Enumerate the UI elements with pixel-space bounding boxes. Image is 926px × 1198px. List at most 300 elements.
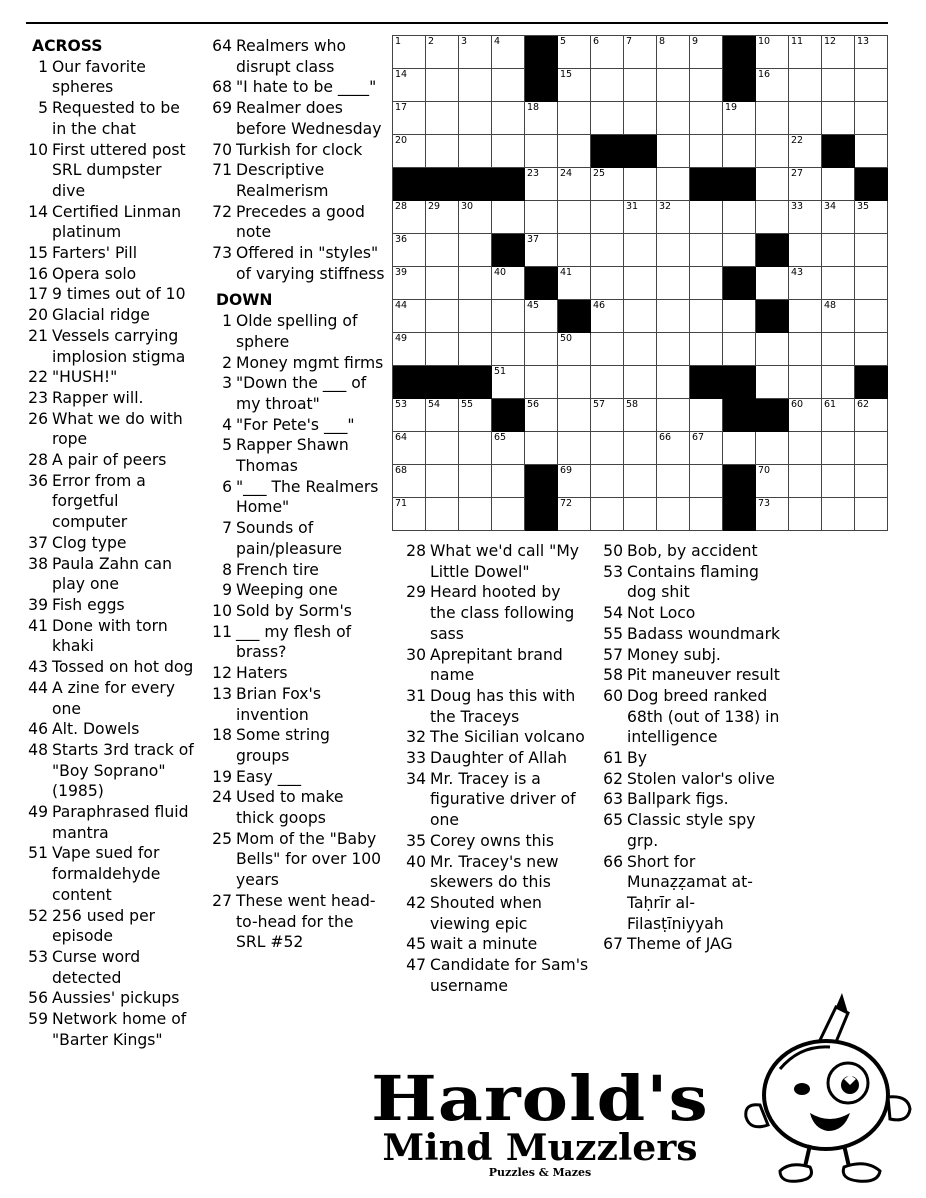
clue-number: 30	[406, 645, 426, 664]
grid-cell[interactable]	[492, 366, 525, 399]
grid-cell[interactable]	[789, 366, 822, 399]
grid-cell[interactable]	[657, 135, 690, 168]
across-clue-26[interactable]	[26, 409, 198, 450]
down-clue-42[interactable]	[404, 893, 590, 934]
grid-cell[interactable]	[459, 432, 492, 465]
grid-cell[interactable]	[393, 498, 426, 531]
grid-cell[interactable]	[657, 465, 690, 498]
down-clue-27[interactable]	[210, 891, 386, 953]
across-clue-37[interactable]	[26, 533, 198, 554]
across-clue-53[interactable]	[26, 947, 198, 988]
across-clue-46[interactable]	[26, 719, 198, 740]
clue-text: Contains flaming dog shit	[627, 562, 759, 602]
grid-cell[interactable]	[393, 135, 426, 168]
grid-cell[interactable]	[393, 267, 426, 300]
grid-cell[interactable]	[624, 168, 657, 201]
grid-cell[interactable]	[756, 69, 789, 102]
grid-cell[interactable]	[591, 234, 624, 267]
grid-cell[interactable]	[426, 432, 459, 465]
grid-cell[interactable]	[855, 399, 888, 432]
across-clue-64[interactable]	[210, 36, 386, 77]
grid-cell[interactable]	[723, 201, 756, 234]
grid-cell[interactable]	[591, 498, 624, 531]
down-clue-66[interactable]	[601, 852, 787, 935]
grid-cell[interactable]	[822, 333, 855, 366]
grid-cell[interactable]	[657, 333, 690, 366]
grid-cell[interactable]	[657, 168, 690, 201]
grid-cell[interactable]	[624, 69, 657, 102]
grid-cell[interactable]	[558, 399, 591, 432]
grid-cell[interactable]	[492, 432, 525, 465]
grid-cell[interactable]	[789, 432, 822, 465]
grid-cell[interactable]	[789, 69, 822, 102]
grid-cell[interactable]	[789, 267, 822, 300]
down-clue-1[interactable]	[210, 311, 386, 352]
grid-cell[interactable]	[492, 465, 525, 498]
clue-number: 1	[38, 57, 48, 76]
grid-cell[interactable]	[393, 69, 426, 102]
grid-cell[interactable]	[657, 432, 690, 465]
across-clue-20[interactable]	[26, 305, 198, 326]
grid-cell[interactable]	[822, 201, 855, 234]
grid-cell[interactable]	[756, 36, 789, 69]
grid-cell[interactable]	[558, 432, 591, 465]
grid-cell[interactable]	[459, 201, 492, 234]
grid-cell[interactable]	[657, 201, 690, 234]
down-clue-29[interactable]	[404, 582, 590, 644]
grid-block	[426, 168, 459, 201]
grid-cell[interactable]	[690, 69, 723, 102]
grid-cell[interactable]	[855, 267, 888, 300]
grid-cell[interactable]	[426, 201, 459, 234]
clue-text: Opera solo	[52, 264, 137, 283]
down-clue-32[interactable]	[404, 727, 590, 748]
down-clue-5[interactable]	[210, 435, 386, 476]
grid-cell[interactable]	[591, 432, 624, 465]
grid-cell[interactable]	[657, 498, 690, 531]
grid-cell[interactable]	[657, 399, 690, 432]
grid-cell[interactable]	[393, 333, 426, 366]
grid-cell[interactable]	[459, 399, 492, 432]
grid-cell[interactable]	[426, 300, 459, 333]
clue-text: Classic style spy grp.	[627, 811, 756, 850]
grid-cell[interactable]	[426, 333, 459, 366]
grid-cell[interactable]	[855, 300, 888, 333]
across-clue-17[interactable]	[26, 284, 198, 305]
grid-cell[interactable]	[525, 234, 558, 267]
grid-cell[interactable]	[591, 300, 624, 333]
down-clue-45[interactable]	[404, 934, 590, 955]
crossword-grid[interactable]	[393, 36, 888, 531]
grid-cell[interactable]	[426, 465, 459, 498]
clue-text: Aprepitant brand name	[430, 645, 563, 685]
grid-cell[interactable]	[789, 300, 822, 333]
grid-cell[interactable]	[789, 168, 822, 201]
across-clue-1[interactable]	[26, 57, 198, 98]
grid-cell[interactable]	[822, 300, 855, 333]
grid-cell[interactable]	[492, 102, 525, 135]
grid-cell[interactable]	[492, 69, 525, 102]
clue-number: 34	[406, 769, 426, 788]
grid-cell[interactable]	[855, 135, 888, 168]
grid-cell[interactable]	[789, 201, 822, 234]
grid-cell[interactable]	[756, 135, 789, 168]
grid-cell[interactable]	[756, 102, 789, 135]
grid-cell[interactable]	[459, 36, 492, 69]
down-clue-60[interactable]	[601, 686, 787, 748]
grid-cell[interactable]	[525, 300, 558, 333]
grid-cell[interactable]	[426, 498, 459, 531]
down-clue-25[interactable]	[210, 829, 386, 891]
grid-cell[interactable]	[690, 399, 723, 432]
grid-cell[interactable]	[426, 399, 459, 432]
across-clue-73[interactable]	[210, 243, 386, 284]
grid-cell[interactable]	[591, 168, 624, 201]
grid-cell[interactable]	[426, 234, 459, 267]
across-clue-51[interactable]	[26, 843, 198, 905]
down-clue-4[interactable]	[210, 415, 386, 436]
cell-number: 41	[560, 267, 573, 278]
grid-cell[interactable]	[756, 498, 789, 531]
across-clue-39[interactable]	[26, 595, 198, 616]
grid-cell[interactable]	[690, 465, 723, 498]
down-clue-55[interactable]	[601, 624, 787, 645]
across-clue-22[interactable]	[26, 367, 198, 388]
grid-cell[interactable]	[756, 267, 789, 300]
down-clue-12[interactable]	[210, 663, 386, 684]
grid-cell[interactable]	[459, 135, 492, 168]
grid-cell[interactable]	[459, 69, 492, 102]
across-clue-38[interactable]	[26, 554, 198, 595]
grid-cell[interactable]	[690, 234, 723, 267]
down-clue-8[interactable]	[210, 560, 386, 581]
grid-cell[interactable]	[789, 333, 822, 366]
grid-cell[interactable]	[492, 267, 525, 300]
grid-cell[interactable]	[492, 333, 525, 366]
grid-cell[interactable]	[855, 36, 888, 69]
cell-number: 6	[593, 36, 600, 47]
grid-cell[interactable]	[657, 300, 690, 333]
across-clue-70[interactable]	[210, 140, 386, 161]
grid-cell[interactable]	[789, 234, 822, 267]
down-clue-10[interactable]	[210, 601, 386, 622]
grid-cell[interactable]	[525, 366, 558, 399]
down-clue-18[interactable]	[210, 725, 386, 766]
grid-cell[interactable]	[855, 498, 888, 531]
grid-cell[interactable]	[459, 300, 492, 333]
grid-cell[interactable]	[558, 168, 591, 201]
clue-text: "For Pete's ___"	[236, 415, 355, 434]
grid-cell[interactable]	[723, 135, 756, 168]
down-clue-3[interactable]	[210, 373, 386, 414]
across-clue-28[interactable]	[26, 450, 198, 471]
grid-cell[interactable]	[393, 102, 426, 135]
down-clue-34[interactable]	[404, 769, 590, 831]
grid-cell[interactable]	[492, 201, 525, 234]
grid-cell[interactable]	[558, 135, 591, 168]
grid-cell[interactable]	[492, 498, 525, 531]
grid-cell[interactable]	[624, 267, 657, 300]
grid-cell[interactable]	[789, 399, 822, 432]
across-clue-5[interactable]	[26, 98, 198, 139]
down-clue-40[interactable]	[404, 852, 590, 893]
cell-number: 25	[593, 168, 606, 179]
grid-cell[interactable]	[822, 234, 855, 267]
cell-number: 32	[659, 201, 672, 212]
cell-number: 51	[494, 366, 507, 377]
clue-number: 5	[38, 99, 48, 118]
grid-cell[interactable]	[459, 333, 492, 366]
down-clue-35[interactable]	[404, 831, 590, 852]
down-clue-7[interactable]	[210, 518, 386, 559]
across-clue-71[interactable]	[210, 160, 386, 201]
down-clue-19[interactable]	[210, 767, 386, 788]
grid-cell[interactable]	[624, 300, 657, 333]
grid-cell[interactable]	[723, 234, 756, 267]
down-clue-63[interactable]	[601, 789, 787, 810]
grid-cell[interactable]	[855, 465, 888, 498]
grid-cell[interactable]	[855, 234, 888, 267]
grid-cell[interactable]	[393, 399, 426, 432]
across-clue-68[interactable]	[210, 77, 386, 98]
across-clue-16[interactable]	[26, 264, 198, 285]
down-clue-31[interactable]	[404, 686, 590, 727]
grid-cell[interactable]	[393, 201, 426, 234]
grid-cell[interactable]	[657, 366, 690, 399]
grid-cell[interactable]	[855, 69, 888, 102]
grid-cell[interactable]	[690, 432, 723, 465]
grid-cell[interactable]	[558, 69, 591, 102]
grid-cell[interactable]	[459, 498, 492, 531]
grid-cell[interactable]	[459, 234, 492, 267]
across-clue-10[interactable]	[26, 140, 198, 202]
across-clue-21[interactable]	[26, 326, 198, 367]
grid-cell[interactable]	[822, 399, 855, 432]
grid-cell[interactable]	[624, 201, 657, 234]
grid-block	[690, 168, 723, 201]
grid-cell[interactable]	[558, 102, 591, 135]
grid-cell[interactable]	[822, 498, 855, 531]
grid-cell[interactable]	[690, 102, 723, 135]
grid-cell[interactable]	[822, 69, 855, 102]
across-clue-36[interactable]	[26, 471, 198, 533]
grid-block	[492, 234, 525, 267]
grid-cell[interactable]	[591, 36, 624, 69]
grid-cell[interactable]	[822, 465, 855, 498]
grid-cell[interactable]	[426, 135, 459, 168]
grid-cell[interactable]	[624, 102, 657, 135]
grid-cell[interactable]	[855, 102, 888, 135]
clue-number: 45	[406, 935, 426, 954]
grid-cell[interactable]	[591, 69, 624, 102]
cell-number: 44	[395, 300, 408, 311]
clue-text: Some string groups	[236, 726, 330, 765]
grid-cell[interactable]	[789, 135, 822, 168]
grid-cell[interactable]	[591, 201, 624, 234]
grid-cell[interactable]	[393, 300, 426, 333]
across-clue-72[interactable]	[210, 202, 386, 243]
clue-text: Daughter of Allah	[430, 749, 568, 768]
across-clue-49[interactable]	[26, 802, 198, 843]
grid-cell[interactable]	[789, 102, 822, 135]
grid-cell[interactable]	[723, 102, 756, 135]
grid-cell[interactable]	[657, 36, 690, 69]
grid-cell[interactable]	[624, 465, 657, 498]
grid-cell[interactable]	[426, 36, 459, 69]
grid-cell[interactable]	[756, 366, 789, 399]
grid-cell[interactable]	[624, 333, 657, 366]
grid-cell[interactable]	[690, 300, 723, 333]
grid-cell[interactable]	[756, 333, 789, 366]
grid-cell[interactable]	[723, 432, 756, 465]
grid-cell[interactable]	[525, 135, 558, 168]
grid-cell[interactable]	[690, 135, 723, 168]
grid-cell[interactable]	[657, 234, 690, 267]
grid-cell[interactable]	[492, 135, 525, 168]
grid-cell[interactable]	[393, 36, 426, 69]
down-clue-33[interactable]	[404, 748, 590, 769]
grid-cell[interactable]	[855, 432, 888, 465]
grid-cell[interactable]	[723, 333, 756, 366]
across-clue-15[interactable]	[26, 243, 198, 264]
grid-cell[interactable]	[624, 432, 657, 465]
down-clue-6[interactable]	[210, 477, 386, 518]
grid-cell[interactable]	[690, 498, 723, 531]
grid-cell[interactable]	[822, 267, 855, 300]
grid-cell[interactable]	[657, 102, 690, 135]
grid-cell[interactable]	[591, 102, 624, 135]
grid-cell[interactable]	[558, 366, 591, 399]
clue-text: Candidate for Sam's username	[430, 956, 589, 995]
down-clue-9[interactable]	[210, 580, 386, 601]
across-clue-23[interactable]	[26, 388, 198, 409]
down-clue-54[interactable]	[601, 603, 787, 624]
grid-cell[interactable]	[525, 432, 558, 465]
grid-cell[interactable]	[756, 432, 789, 465]
grid-cell[interactable]	[855, 333, 888, 366]
grid-cell[interactable]	[624, 366, 657, 399]
cell-number: 1	[395, 36, 402, 47]
down-clue-67[interactable]	[601, 934, 787, 955]
grid-cell[interactable]	[558, 36, 591, 69]
grid-block	[558, 300, 591, 333]
clue-text: Mr. Tracey's new skewers do this	[430, 852, 559, 892]
grid-cell[interactable]	[657, 69, 690, 102]
grid-cell[interactable]	[525, 168, 558, 201]
grid-cell[interactable]	[558, 267, 591, 300]
grid-cell[interactable]	[822, 102, 855, 135]
grid-cell[interactable]	[591, 267, 624, 300]
grid-cell[interactable]	[822, 432, 855, 465]
down-clue-2[interactable]	[210, 353, 386, 374]
down-clue-30[interactable]	[404, 645, 590, 686]
down-clue-53[interactable]	[601, 562, 787, 603]
grid-cell[interactable]	[657, 267, 690, 300]
grid-cell[interactable]	[525, 399, 558, 432]
grid-cell[interactable]	[822, 36, 855, 69]
cell-number: 65	[494, 432, 507, 443]
grid-block	[525, 36, 558, 69]
grid-cell[interactable]	[591, 366, 624, 399]
down-clue-58[interactable]	[601, 665, 787, 686]
grid-cell[interactable]	[459, 102, 492, 135]
grid-cell[interactable]	[558, 465, 591, 498]
grid-cell[interactable]	[393, 465, 426, 498]
grid-cell[interactable]	[492, 36, 525, 69]
across-clue-41[interactable]	[26, 616, 198, 657]
down-clue-57[interactable]	[601, 645, 787, 666]
grid-cell[interactable]	[855, 201, 888, 234]
grid-cell[interactable]	[558, 333, 591, 366]
across-clue-56[interactable]	[26, 988, 198, 1009]
down-clue-24[interactable]	[210, 787, 386, 828]
grid-cell[interactable]	[690, 36, 723, 69]
down-clue-13[interactable]	[210, 684, 386, 725]
grid-cell[interactable]	[690, 267, 723, 300]
grid-cell[interactable]	[393, 432, 426, 465]
grid-cell[interactable]	[459, 267, 492, 300]
grid-cell[interactable]	[789, 465, 822, 498]
down-clue-11[interactable]	[210, 622, 386, 663]
across-clue-69[interactable]	[210, 98, 386, 139]
across-clue-59[interactable]	[26, 1009, 198, 1050]
down-clue-50[interactable]	[601, 541, 787, 562]
across-clue-52[interactable]	[26, 906, 198, 947]
grid-cell[interactable]	[789, 36, 822, 69]
grid-cell[interactable]	[525, 333, 558, 366]
grid-cell[interactable]	[558, 234, 591, 267]
grid-cell[interactable]	[822, 168, 855, 201]
grid-cell[interactable]	[426, 267, 459, 300]
grid-cell[interactable]	[525, 102, 558, 135]
clue-number: 8	[222, 560, 232, 579]
down-clue-28[interactable]	[404, 541, 590, 582]
grid-cell[interactable]	[822, 366, 855, 399]
grid-cell[interactable]	[393, 234, 426, 267]
grid-cell[interactable]	[624, 498, 657, 531]
grid-cell[interactable]	[624, 36, 657, 69]
across-clue-14[interactable]	[26, 202, 198, 243]
grid-cell[interactable]	[756, 201, 789, 234]
grid-cell[interactable]	[756, 465, 789, 498]
across-clue-43[interactable]	[26, 657, 198, 678]
grid-cell[interactable]	[558, 498, 591, 531]
grid-cell[interactable]	[690, 201, 723, 234]
grid-cell[interactable]	[756, 168, 789, 201]
down-clue-47[interactable]	[404, 955, 590, 996]
down-clue-62[interactable]	[601, 769, 787, 790]
grid-cell[interactable]	[690, 333, 723, 366]
grid-cell[interactable]	[591, 333, 624, 366]
grid-cell[interactable]	[558, 201, 591, 234]
grid-cell[interactable]	[492, 300, 525, 333]
grid-cell[interactable]	[459, 465, 492, 498]
grid-cell[interactable]	[789, 498, 822, 531]
grid-cell[interactable]	[426, 69, 459, 102]
cell-number: 49	[395, 333, 408, 344]
across-clue-48[interactable]	[26, 740, 198, 802]
grid-cell[interactable]	[525, 201, 558, 234]
grid-cell[interactable]	[426, 102, 459, 135]
grid-cell[interactable]	[624, 234, 657, 267]
grid-cell[interactable]	[723, 300, 756, 333]
across-clue-44[interactable]	[26, 678, 198, 719]
grid-cell[interactable]	[591, 465, 624, 498]
down-clue-61[interactable]	[601, 748, 787, 769]
down-clue-65[interactable]	[601, 810, 787, 851]
grid-cell[interactable]	[624, 399, 657, 432]
grid-cell[interactable]	[591, 399, 624, 432]
